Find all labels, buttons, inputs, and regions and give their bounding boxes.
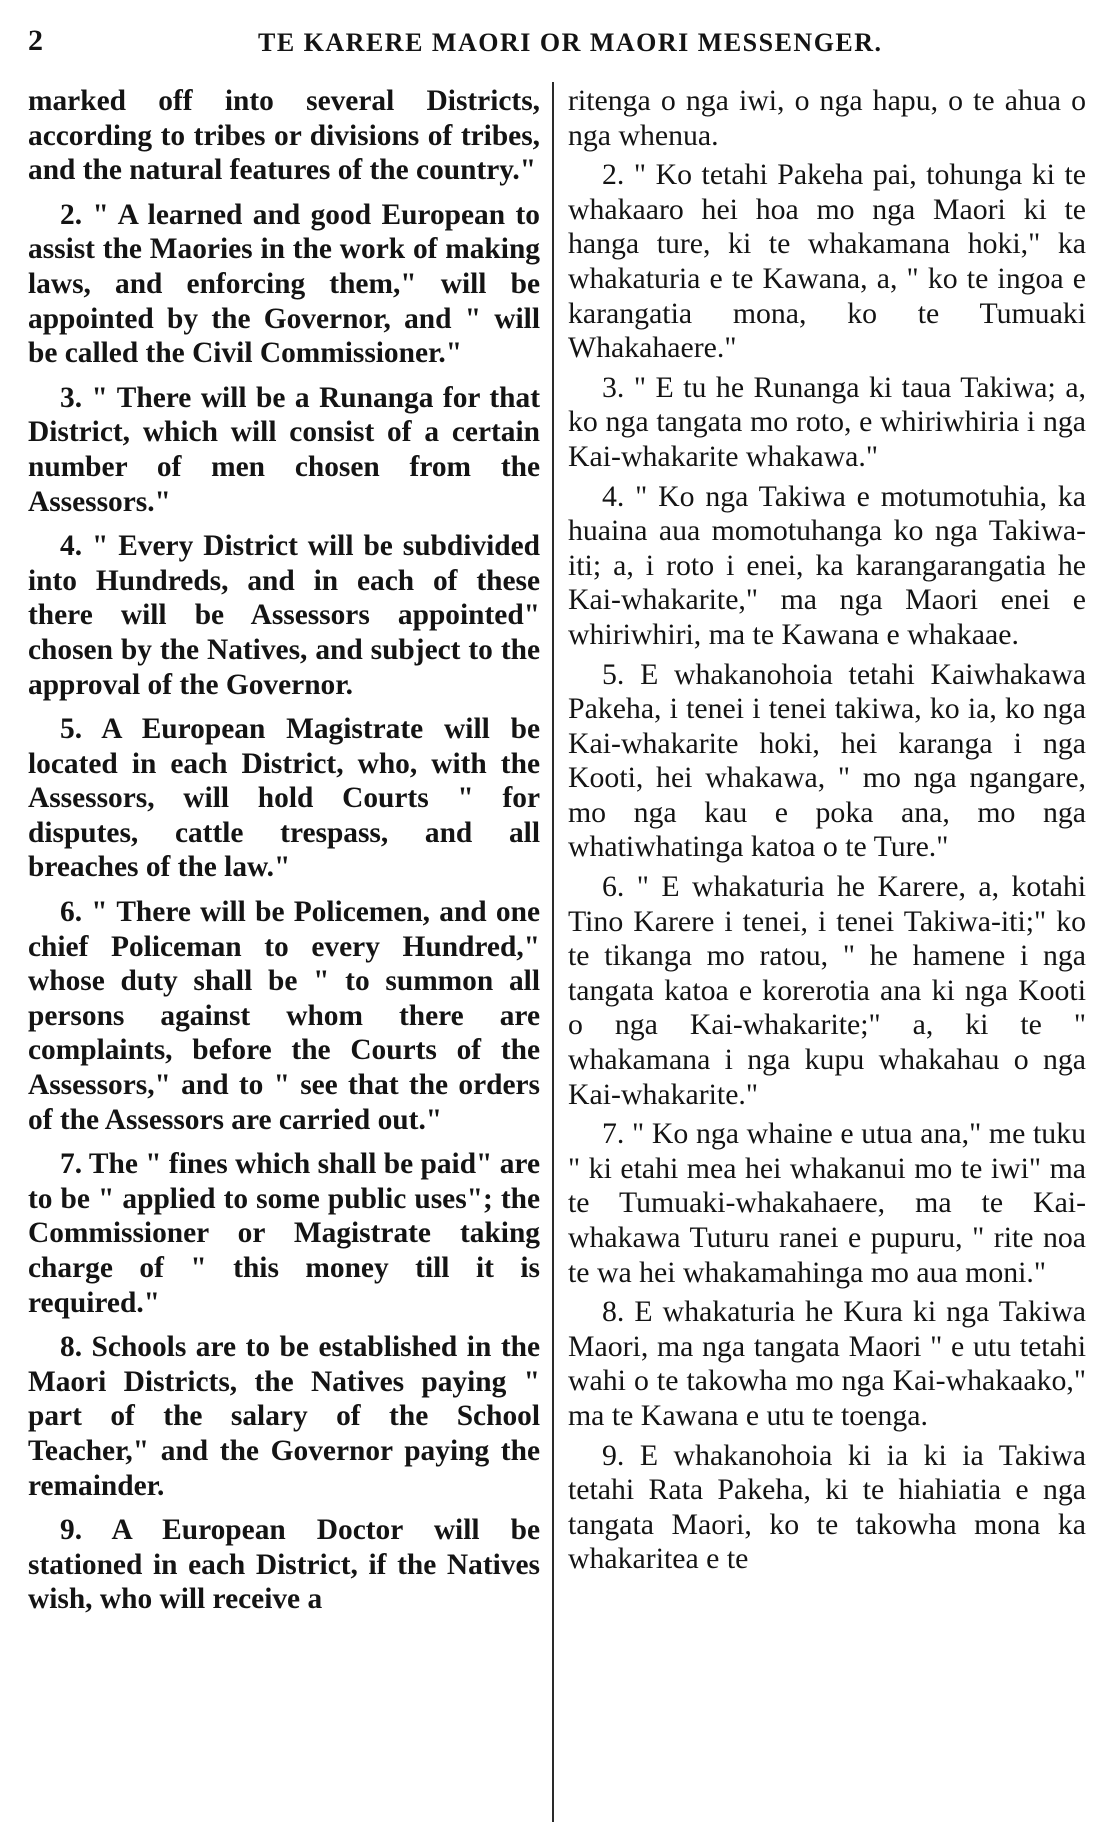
maori-paragraph-9: 9. E whakanohoia ki ia ki ia Takiwa tetahi Rata Pakeha, ki te hiahiatia e nga tangata Maori, ko te takowha mona ka whakaritea e te xyxy=(568,1438,1086,1576)
english-paragraph-continued: marked off into several Districts, according to tribes or divisions of tribes, and the natural features of the country." xyxy=(28,85,540,187)
newspaper-page xyxy=(28,22,1086,1822)
maori-paragraph-4: 4. " Ko nga Takiwa e motumotuhia, ka huaina aua momotuhanga ko nga Takiwa-iti; a, i roto i enei, ka karangarangatia he Kai-whakarite," ma nga Maori enei e whiriwhiri, ma te Kawana e whakaae. xyxy=(568,479,1086,651)
english-paragraph-8: 8. Schools are to be established in the Maori Districts, the Natives paying " part of the salary of the School Teacher," and the Governor paying the remainder. xyxy=(28,1331,540,1502)
maori-paragraph-3: 3. " E tu he Runanga ki taua Takiwa; a, ko nga tangata mo roto, e whiriwhiria i nga Kai-whakarite whakawa." xyxy=(568,370,1086,473)
english-paragraph-3: 3. " There will be a Runanga for that District, which will consist of a certain number of men chosen from the Assessors." xyxy=(28,381,540,518)
maori-paragraph-continued: ritenga o nga iwi, o nga hapu, o te ahua o nga whenua. xyxy=(568,84,1086,152)
maori-paragraph-2: 2. " Ko tetahi Pakeha pai, tohunga ki te whakaaro hei hoa mo nga Maori ki te hanga ture, ki te whakamana hoki," ka whakaturia e te Kawana, a, " ko te ingoa e karangatia mona, ko te Tumuaki Whakahaere." xyxy=(568,158,1086,365)
english-paragraph-5: 5. A European Magistrate will be located in each District, who, with the Assessors, will hold Courts " for disputes, cattle trespass, and all breaches of the law." xyxy=(28,713,540,884)
maori-paragraph-5: 5. E whakanohoia tetahi Kaiwhakawa Pakeha, i tenei i tenei takiwa, ko ia, ko nga Kai-whakarite hoki, hei karanga i nga Kooti, hei whakawa, " mo nga ngangare, mo nga kau e poka ana, mo nga whatiwhatinga katoa o te Ture." xyxy=(568,657,1086,864)
maori-paragraph-7: 7. " Ko nga whaine e utua ana," me tuku " ki etahi mea hei whakanui mo te iwi" ma te Tumuaki-whakahaere, ma te Kai-whakawa Tuturu ranei e pupuru, " rite noa te wa hei whakamahinga mo aua moni." xyxy=(568,1117,1086,1289)
running-head-title: TE KARERE MAORI OR MAORI MESSENGER. xyxy=(258,28,883,57)
english-paragraph-2: 2. " A learned and good European to assist the Maories in the work of making laws, and enforcing them," will be appointed by the Governor, and " will be called the Civil Commissioner." xyxy=(28,198,540,370)
english-column xyxy=(28,84,552,1822)
maori-column xyxy=(554,84,1086,1822)
english-paragraph-4: 4. " Every District will be subdivided into Hundreds, and in each of these there will be Assessors appointed" chosen by the Natives, and subject to the approval of the Governor. xyxy=(28,530,540,701)
english-paragraph-9: 9. A European Doctor will be stationed in each District, if the Natives wish, who will receive a xyxy=(28,1514,540,1616)
two-column-body xyxy=(28,84,1086,1822)
maori-paragraph-6: 6. " E whakaturia he Karere, a, kotahi Tino Karere i tenei, i tenei Takiwa-iti;" ko te tikanga mo ratou, " he hamene i nga tangata katoa e korerotia ana ki nga Kooti o nga Kai-whakarite;" a, ki te " whakamana i nga kupu whakahau o nga Kai-whakarite." xyxy=(568,870,1086,1111)
page-number: 2 xyxy=(28,24,43,57)
maori-paragraph-8: 8. E whakaturia he Kura ki nga Takiwa Maori, ma nga tangata Maori " e utu tetahi wahi o te takowha mo nga Kai-whakaako," ma te Kawana e utu te toenga. xyxy=(568,1295,1086,1432)
page-header xyxy=(28,22,1086,68)
english-paragraph-6: 6. " There will be Policemen, and one chief Policeman to every Hundred," whose duty shall be " to summon all persons against whom there are complaints, before the Courts of the Assessors," and to " see that the orders of the Assessors are carried out." xyxy=(28,896,540,1136)
english-paragraph-7: 7. The " fines which shall be paid" are to be " applied to some public uses"; the Commissioner or Magistrate taking charge of " this money till it is required." xyxy=(28,1148,540,1319)
